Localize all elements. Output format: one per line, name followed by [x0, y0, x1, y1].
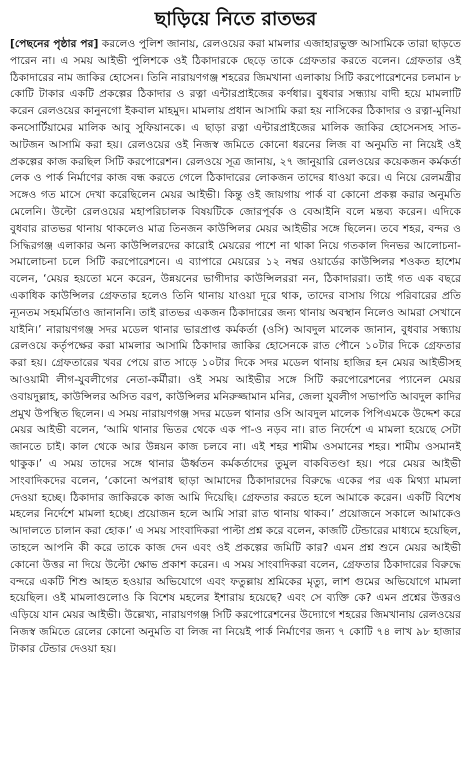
- article-headline: ছাড়িয়ে নিতে রাতভর: [154, 8, 317, 30]
- continued-from-marker: [পেছনের পৃষ্ঠার পর]: [10, 37, 99, 50]
- article-body-text: করলেও পুলিশ জানায়, রেলওয়ের করা মামলার এজাহারভুক্ত আসামিকে তারা ছাড়তে পারেন না। এ সময় আইভী পুলিশকে ওই ঠিকাদারকে ছেড়ে তাকে গ্রেফতার করতে বলেন। গ্রেফতার ওই ঠিকাদারের নাম জাকির হোসেন। তিনি নারায়ণগঞ্জ শহরের জিমখানা এলাকায় সিটি করপোরেশনের চলমান ৮ কোটি টাকার একটি প্রকল্পের ঠিকাদার ও রত্না এন্টারপ্রাইজের কর্ণধার। বুধবার সন্ধ্যায় বাদী হয়ে মামলাটি করেন রেলওয়ের কানুনগো ইকবাল মাহমুদ। মামলায় প্রধান আসামি করা হয় নাসিকের ঠিকাদার ও রত্না-মুনিয়া কনসোর্টিয়ামের মালিক আবু সুফিয়ানকে। এ ছাড়া রত্না এন্টারপ্রাইজের মালিক জাকির হোসেনসহ সাত-আটজন আসামি করা হয়। রেলওয়ের ওই নিজস্ব জমিতে কোনো ধরনের লিজ বা অনুমতি না নিয়েই ওই প্রকল্পের কাজ করছিল সিটি করপোরেশন। রেলওয়ে সূত্র জানায়, ২৭ জানুয়ারি রেলওয়ের কয়েকজন কর্মকর্তা লেক ও পার্ক নির্মাণের কাজ বন্ধ করতে গেলে ঠিকাদারের লোকজন তাদের ধাওয়া করে। এ নিয়ে রেলমন্ত্রীর সঙ্গেও গত মাসে দেখা করেছিলেন মেয়র আইভী। কিন্তু ওই জায়গায় পার্ক বা কোনো প্রকল্প করার অনুমতি মেলেনি। উল্টো রেলওয়ের মহাপরিচালক বিষয়টিকে জোরপূর্বক ও বেআইনি বলে মন্তব্য করেন। এদিকে বুধবার রাতভর থানায় থাকলেও মাত্র তিনজন কাউন্সিলর মেয়র আইভীর সঙ্গে ছিলেন। তবে শহর, বন্দর ও সিদ্ধিরগঞ্জ এলাকার অন্য কাউন্সিলরদের কারোই মেয়রের পাশে না থাকা নিয়ে গতকাল দিনভর আলোচনা-সমালোচনা চলে সিটি করপোরেশনে। এ ব্যাপারে মেয়রের ১২ নম্বর ওয়ার্ডের কাউন্সিলর শওকত হাশেম বলেন, ‘মেয়র হয়তো মনে করেন, উন্নয়নের ভাগীদার কাউন্সিলররা নন, ঠিকাদাররা। তাই গত এক বছরে একাধিক কাউন্সিলর গ্রেফতার হলেও তিনি থানায় যাওয়া দূরে থাক, তাদের বাসায় গিয়ে পরিবারের প্রতি ন্যূনতম সহমর্মিতাও জানাননি। তাই রাতভর একজন ঠিকাদারের জন্য থানায় অবস্থান নিলেও আমরা সেখানে যাইনি।’ নারায়ণগঞ্জ সদর মডেল থানার ভারপ্রাপ্ত কর্মকর্তা (ওসি) আবদুল মালেক জানান, বুধবার সন্ধ্যায় রেলওয়ে কর্তৃপক্ষের করা মামলার আসামি ঠিকাদার জাকির হোসেনকে রাত পৌনে ১০টার দিকে গ্রেফতার করা হয়। গ্রেফতারের খবর পেয়ে রাত সাড়ে ১০টার দিকে সদর মডেল থানায় হাজির হন মেয়র আইভীসহ আওয়ামী লীগ-যুবলীগের নেতা-কর্মীরা। ওই সময় আইভীর সঙ্গে সিটি করপোরেশনের প্যানেল মেয়র ওবায়দুল্লাহ, কাউন্সিলর অসিত বরণ, কাউন্সিলর মনিরুজ্জামান মনির, জেলা যুবলীগ সভাপতি আবদুল কাদির প্রমুখ উপস্থিত ছিলেন। এ সময় নারায়ণগঞ্জ সদর মডেল থানার ওসি আবদুল মালেক পিপিএমকে উদ্দেশ করে মেয়র আইভী বলেন, ‘আমি থানার ভিতর থেকে এক পা-ও নড়ব না। রাত নির্দেশে এ মামলা হয়েছে সেটা জানতে চাই। কাল থেকে আর উন্নয়ন কাজ চলবে না। এই শহর শামীম ওসমানের শহর। শামীম ওসমানই থাকুক।’ এ সময় তাদের সঙ্গে থানার ঊর্ধ্বতন কর্মকর্তাদের তুমুল বাকবিতণ্ডা হয়। পরে মেয়র আইভী সাংবাদিকদের বলেন, ‘কোনো অপরাধ ছাড়া আমাদের ঠিকাদারদের বিরুদ্ধে একের পর এক মিথ্যা মামলা দেওয়া হচ্ছে। ঠিকাদার জাকিরকে কাজ আমি দিয়েছি। গ্রেফতার করতে হলে আমাকে করেন। একটি বিশেষ মহলের নির্দেশে মামলা হচ্ছে। প্রয়োজন হলে আমি সারা রাত থানায় থাকব।’ প্রয়োজনে সকালে আমাকেও আদালতে চালান করা হোক।’ এ সময় সাংবাদিকরা পাল্টা প্রশ্ন করে বলেন, কাজটি টেন্ডারের মাধ্যমে হয়েছিল, তাহলে আপনি কী করে তাকে কাজ দেন এবং ওই প্রকল্পের জমিটি কার? এমন প্রশ্ন শুনে মেয়র আইভী কোনো উত্তর না দিয়ে উল্টো ক্ষোভ প্রকাশ করেন। এ সময় সাংবাদিকরা বলেন, গ্রেফতার ঠিকাদারের বিরুদ্ধে বন্দরে একটি শিশু আহত হওয়ার অভিযোগে এবং ফতুল্লায় শ্রমিকের মৃত্যু, লাশ গুমের অভিযোগে মামলা হয়েছিল। ওই মামলাগুলোও কি বিশেষ মহলের ইশারায় হয়েছে? এবং সে ব্যক্তি কে? এমন প্রশ্নের উত্তরও এড়িয়ে যান মেয়র আইভী। উল্লেখ্য, নারায়ণগঞ্জ সিটি করপোরেশনের উদ্যোগে শহরের জিমখানায় রেলওয়ের নিজস্ব জমিতে রেলের কোনো অনুমতি বা লিজ না নিয়েই পার্ক নির্মাণের জন্য ৭ কোটি ৭৪ লাখ ৯৮ হাজার টাকার টেন্ডার দেওয়া হয়।: [10, 37, 461, 655]
- article-body: [10, 36, 461, 657]
